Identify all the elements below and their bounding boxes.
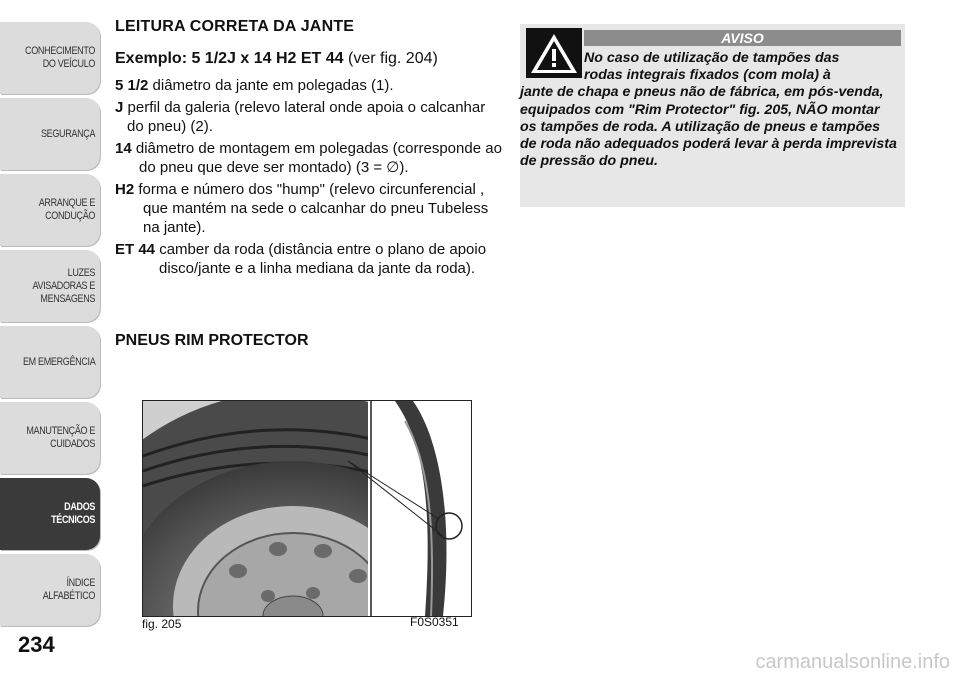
definition-item (115, 98, 505, 136)
definition-list (115, 76, 505, 278)
page-number: 234 (18, 632, 55, 657)
warning-box (520, 24, 905, 207)
tab-label: MANUTENÇÃO E CUIDADOS (26, 425, 96, 450)
example-ref: (ver fig. 204) (343, 50, 438, 67)
tab-label: ÍNDICE ALFABÉTICO (42, 577, 96, 602)
definition-term: J (115, 99, 124, 116)
definition-term: H2 (115, 181, 135, 198)
warning-line: No caso de utilização de tampões das (584, 50, 840, 66)
section-title-rim-protector: PNEUS RIM PROTECTOR (115, 332, 309, 349)
tab-em-emergencia[interactable] (0, 326, 100, 398)
definition-desc: forma e número dos "hump" (relevo circunferencial , que mantém na sede o calcanhar do pneu Tubeless na jante). (134, 181, 489, 236)
figure-tyre-illustration (142, 400, 472, 617)
definition-item (115, 240, 505, 278)
tab-label: CONHECIMENTO DO VEÍCULO (25, 45, 96, 70)
figure-code: F0S0351 (410, 615, 459, 629)
warning-body: jante de chapa e pneus não de fábrica, em pós-venda, equipados com "Rim Protector" fig. 205, NÃO montar os tampões de roda. A utilização de pneus e tampões de roda não adequados poderá levar à perda imprevista de pressão do pneu. (520, 84, 897, 170)
tab-arranque-e-conducao[interactable] (0, 174, 100, 246)
tab-seguranca[interactable] (0, 98, 100, 170)
tab-manutencao-e-cuidados[interactable] (0, 402, 100, 474)
tab-conhecimento-do-veiculo[interactable] (0, 22, 100, 94)
warning-line: rodas integrais fixados (com mola) à (584, 67, 831, 84)
tyre-drawing (143, 401, 471, 616)
definition-desc: perfil da galeria (relevo lateral onde apoia o calcanhar do pneu) (2). (123, 99, 486, 135)
example-label: Exemplo: 5 1/2J x 14 H2 ET 44 (115, 50, 344, 67)
tab-label: SEGURANÇA (40, 127, 96, 140)
section-title: LEITURA CORRETA DA JANTE (115, 18, 355, 35)
definition-desc: diâmetro da jante em polegadas (1). (148, 77, 394, 94)
definition-item (115, 76, 505, 95)
definition-item (115, 139, 505, 177)
tab-label: LUZES AVISADORAS E MENSAGENS (32, 266, 96, 305)
definition-term: 5 1/2 (115, 77, 149, 94)
tab-dados-tecnicos[interactable] (0, 478, 100, 550)
definition-desc: camber da roda (distância entre o plano de apoio disco/jante e a linha mediana da jante da roda). (155, 241, 487, 277)
tab-label: EM EMERGÊNCIA (22, 355, 96, 368)
main-content (115, 18, 505, 281)
figure-caption: fig. 205 (142, 617, 182, 631)
definition-desc: diâmetro de montagem em polegadas (corresponde ao do pneu que deve ser montado) (3 = ∅). (131, 140, 502, 176)
warning-heading: AVISO (584, 30, 901, 46)
example-line (115, 50, 505, 68)
watermark: carmanualsonline.info (755, 651, 950, 673)
tab-luzes-avisadoras[interactable] (0, 250, 100, 322)
definition-term: 14 (115, 140, 132, 157)
tab-label: ARRANQUE E CONDUÇÃO (38, 197, 96, 222)
tab-label: DADOS TÉCNICOS (51, 501, 96, 526)
tab-indice-alfabetico[interactable] (0, 554, 100, 626)
warning-text (520, 50, 899, 170)
definition-item (115, 180, 505, 237)
definition-term: ET 44 (115, 241, 156, 258)
